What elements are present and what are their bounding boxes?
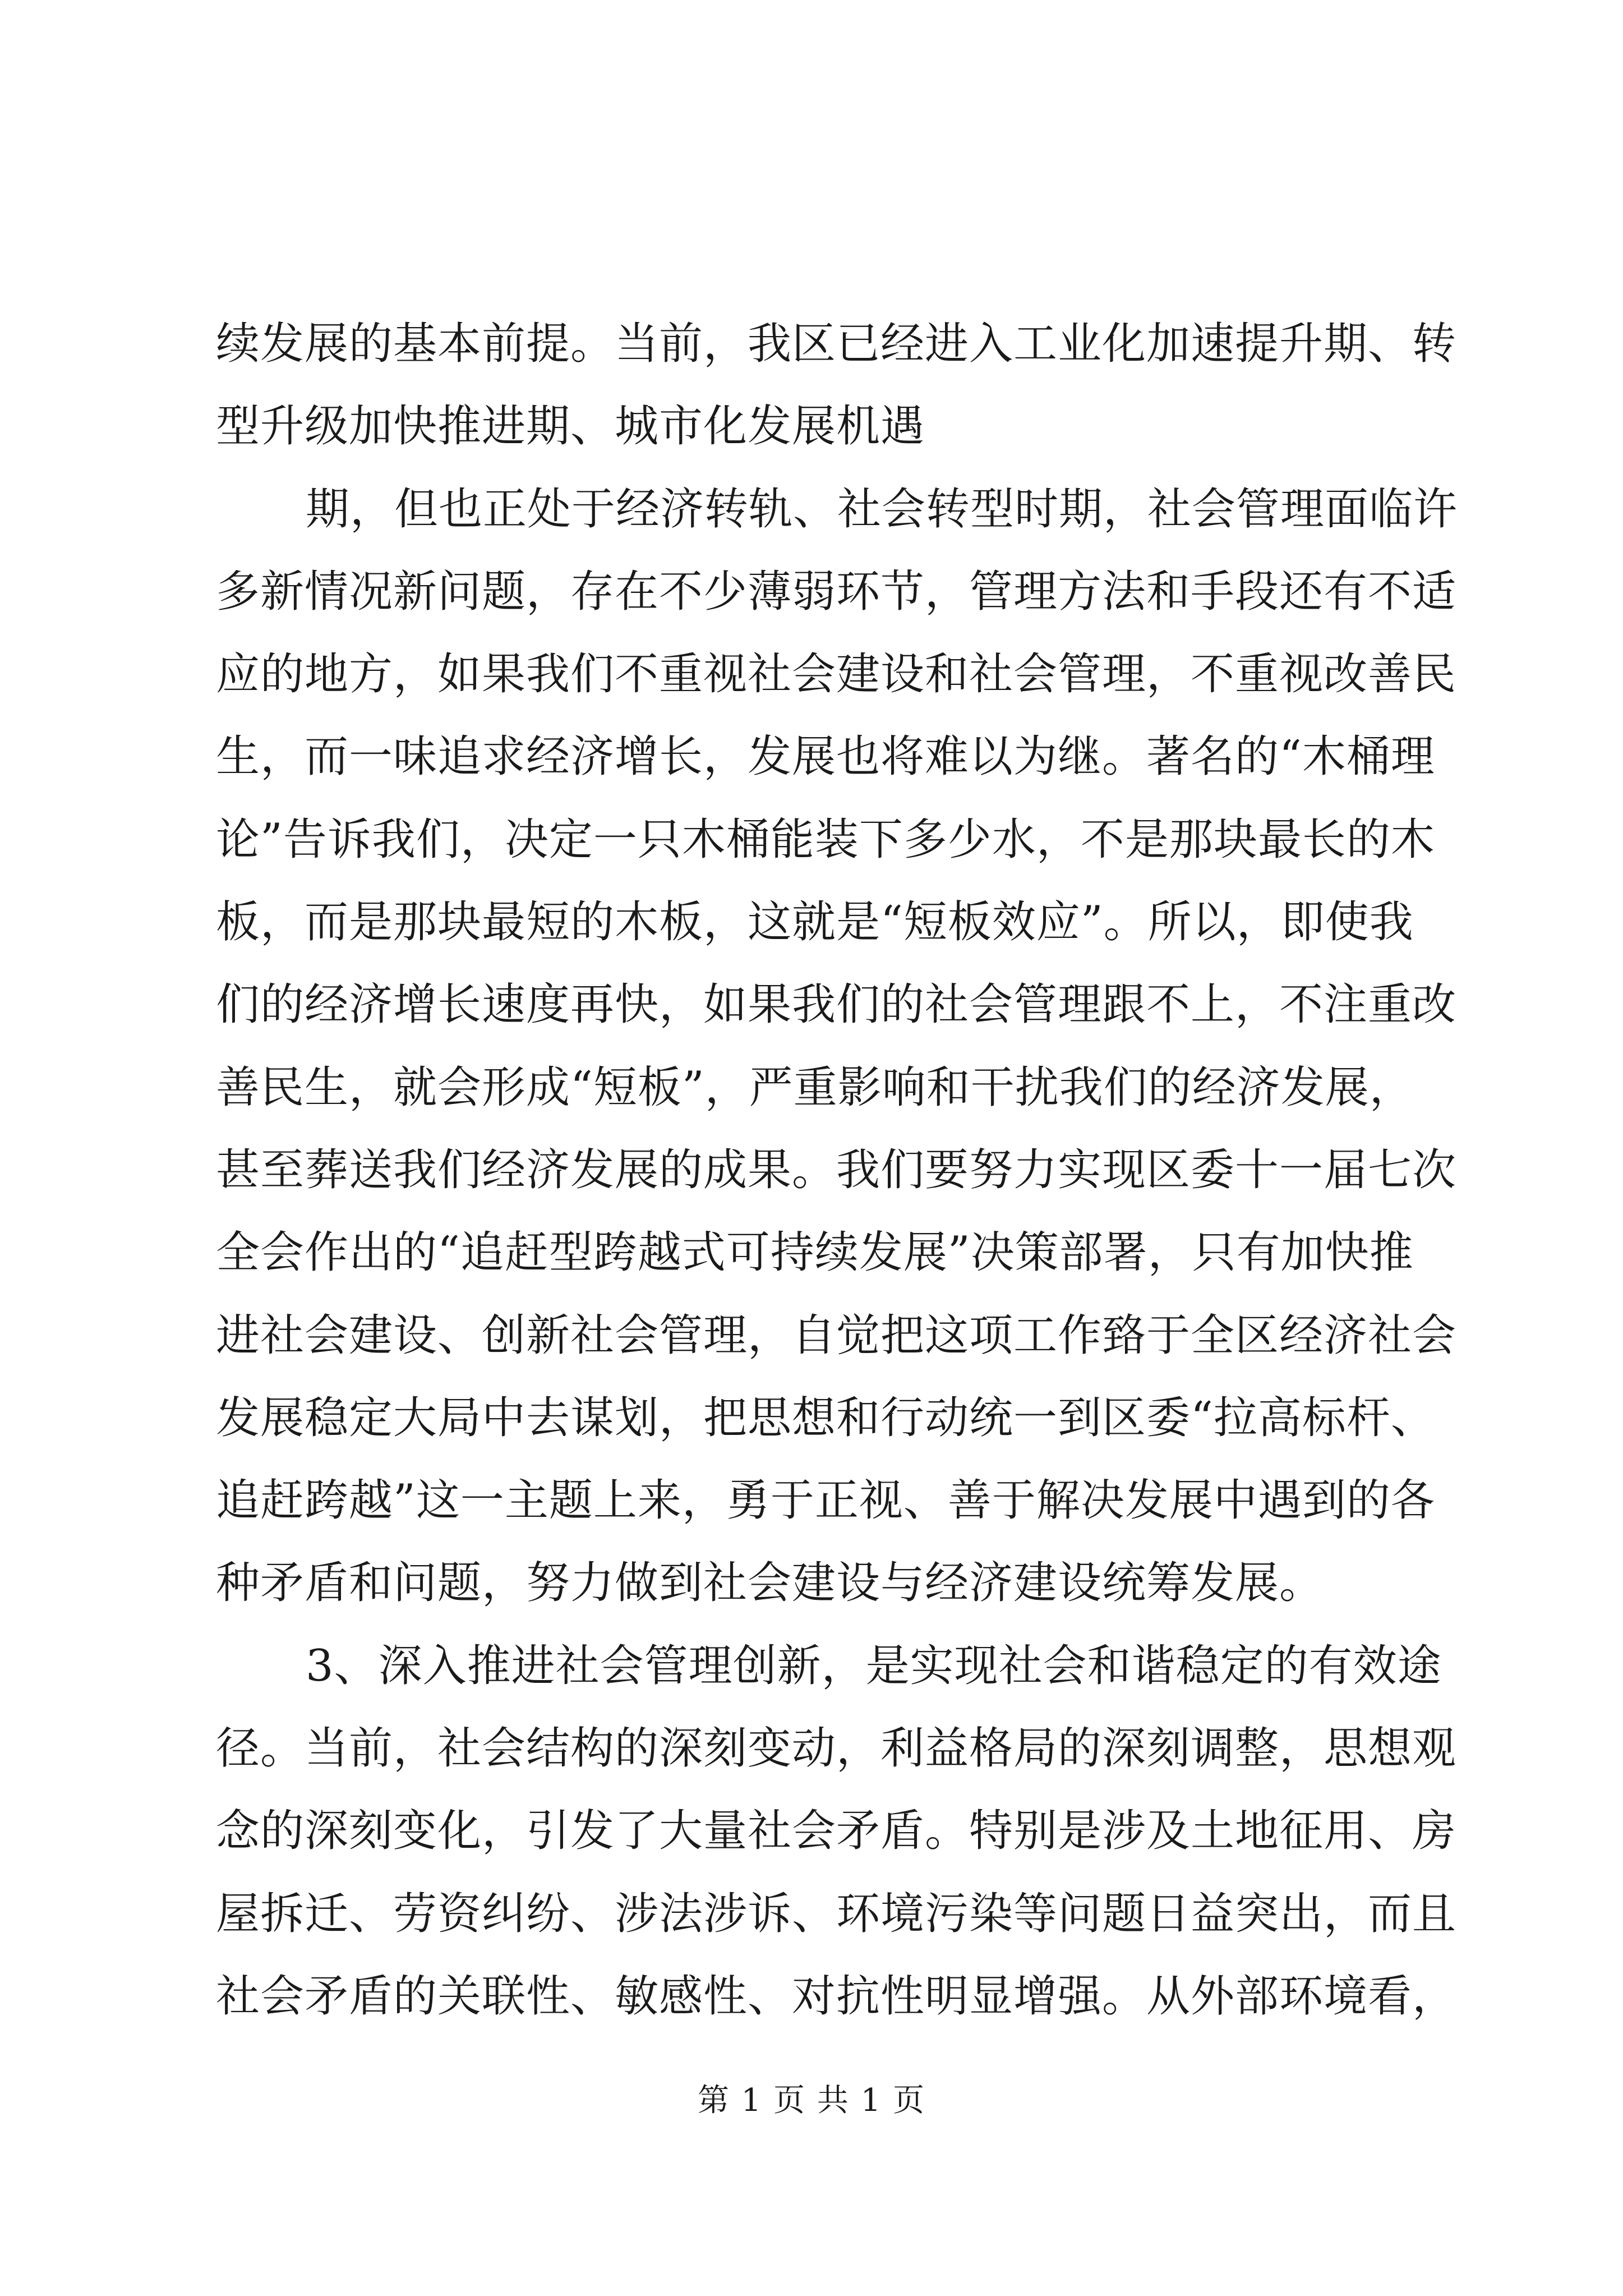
- text-line: 3、深入推进社会管理创新，是实现社会和谐稳定的有效途: [306, 1640, 1442, 1691]
- text-line: 善民生，就会形成“短板”，严重影响和干扰我们的经济发展，: [216, 1062, 1414, 1113]
- text-line: 追赶跨越”这一主题上来，勇于正视、善于解决发展中遇到的各: [216, 1475, 1435, 1526]
- page-number-label: 第 1 页 共 1 页: [697, 2082, 926, 2119]
- text-line: 甚至葬送我们经济发展的成果。我们要努力实现区委十一届七次: [216, 1144, 1457, 1195]
- text-line: 屋拆迁、劳资纠纷、涉法涉诉、环境污染等问题日益突出，而且: [216, 1888, 1457, 1939]
- text-line: 应的地方，如果我们不重视社会建设和社会管理，不重视改善民: [216, 649, 1457, 700]
- text-line: 全会作出的“追赶型跨越式可持续发展”决策部署，只有加快推: [216, 1227, 1414, 1278]
- text-line: 板，而是那块最短的木板，这就是“短板效应”。所以，即使我: [216, 897, 1414, 948]
- text-line: 型升级加快推进期、城市化发展机遇: [216, 401, 925, 452]
- text-line: 社会矛盾的关联性、敏感性、对抗性明显增强。从外部环境看，: [216, 1971, 1457, 2022]
- text-line: 生，而一味追求经济增长，发展也将难以为继。著名的“木桶理: [216, 731, 1435, 783]
- text-line: 发展稳定大局中去谋划，把思想和行动统一到区委“拉高标杆、: [216, 1392, 1435, 1443]
- text-line: 径。当前，社会结构的深刻变动，利益格局的深刻调整，思想观: [216, 1723, 1457, 1774]
- page-footer: [0, 2078, 1623, 2123]
- text-line: 种矛盾和问题，努力做到社会建设与经济建设统筹发展。: [216, 1558, 1324, 1609]
- text-line: 多新情况新问题，存在不少薄弱环节，管理方法和手段还有不适: [216, 566, 1457, 617]
- text-line: 续发展的基本前提。当前，我区已经进入工业化加速提升期、转: [216, 319, 1457, 369]
- text-line: 期，但也正处于经济转轨、社会转型时期，社会管理面临许: [306, 484, 1458, 535]
- text-line: 论”告诉我们，决定一只木桶能装下多少水，不是那块最长的木: [216, 814, 1435, 865]
- text-line: 们的经济增长速度再快，如果我们的社会管理跟不上，不注重改: [216, 979, 1457, 1030]
- body-text: [216, 303, 1458, 2038]
- text-line: 念的深刻变化，引发了大量社会矛盾。特别是涉及土地征用、房: [216, 1806, 1457, 1857]
- text-line: 进社会建设、创新社会管理，自觉把这项工作臵于全区经济社会: [216, 1310, 1457, 1361]
